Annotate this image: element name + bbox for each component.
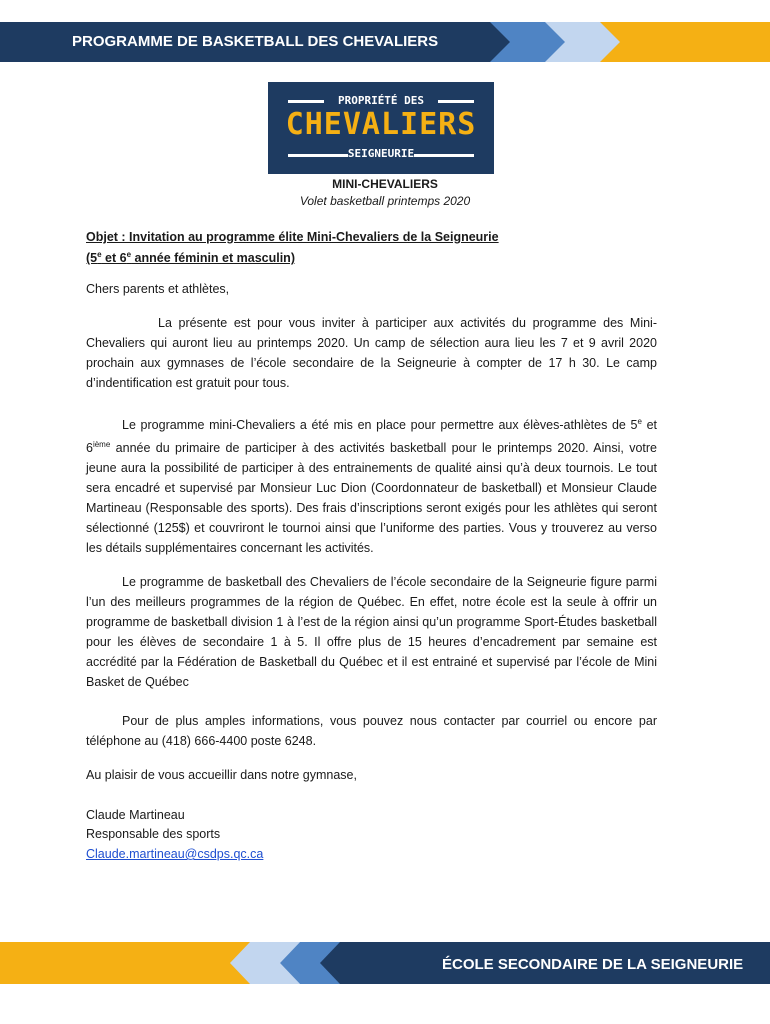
logo-main-text: CHEVALIERS <box>285 107 477 142</box>
chevaliers-logo <box>268 82 494 174</box>
header-title: PROGRAMME DE BASKETBALL DES CHEVALIERS <box>72 33 439 50</box>
footer-banner <box>0 940 770 990</box>
footer-title: ÉCOLE SECONDAIRE DE LA SEIGNEURIE <box>442 956 744 973</box>
paragraph-3: Le programme de basketball des Chevaliers de l’école secondaire de la Seigneurie figure parmi l’un des meilleurs programmes de la région de Québec. En effet, notre école est la seule à offrir un programme de basketball division 1 à l’est de la région ainsi qu’un programme Sport-Études basketball pour les élèves de secondaire 1 à 5. Il offre plus de 15 heures d’encadrement par semaine est accrédité par la Fédération de Basketball du Québec et il est entrainé et supervisé par l’école de Mini Basket de Québec <box>86 575 657 689</box>
signature-email <box>86 844 657 864</box>
paragraph-2: Le programme mini-Chevaliers a été mis en place pour permettre aux élèves-athlètes de 5e et 6ième année du primaire de participer à des activités basketball pour le printemps 2020. Ainsi, votre jeune aura la possibilité de participer à des entrainements de qualité ainsi qu’à deux tournois. Le tout sera encadré et supervisé par Monsieur Luc Dion (Coordonnateur de basketball) et Monsieur Claude Martineau (Responsable des sports). Des frais d’inscriptions seront exigés pour les athlètes qui seront sélectionné (125$) et couvriront le tournoi ainsi que l’uniforme des parties. Vous y trouverez au verso les détails supplémentaires concernant les activités. <box>86 417 657 556</box>
paragraph-1: La présente est pour vous inviter à participer aux activités du programme des Mini-Chevaliers qui auront lieu au printemps 2020. Un camp de sélection aura lieu les 7 et 9 avril 2020 prochain aux gymnases de l’école secondaire de la Seigneurie à compter de 17 h 30. Le camp d’indentification est gratuit pour tous. <box>86 316 657 390</box>
salutation: Chers parents et athlètes, <box>86 282 230 296</box>
footer-gold-stripe <box>0 942 270 984</box>
header-banner <box>0 0 770 64</box>
paragraph-4: Pour de plus amples informations, vous pouvez nous contacter par courriel ou encore par téléphone au (418) 666-4400 poste 6248. <box>86 714 657 748</box>
logo-bottom-text: SEIGNEURIE <box>347 147 415 160</box>
email-link[interactable]: Claude.martineau@csdps.qc.ca <box>86 847 264 861</box>
logo-top-text: PROPRIÉTÉ DES <box>337 94 425 107</box>
signature-name: Claude Martineau <box>86 808 185 822</box>
program-subtitle: Volet basketball printemps 2020 <box>299 194 471 208</box>
program-name: MINI-CHEVALIERS <box>332 177 438 191</box>
signature-title: Responsable des sports <box>86 827 221 841</box>
closing-line: Au plaisir de vous accueillir dans notre gymnase, <box>86 768 357 782</box>
subject-line-2: (5e et 6e année féminin et masculin) <box>86 250 295 266</box>
subject-line-1: Objet : Invitation au programme élite Mini-Chevaliers de la Seigneurie <box>86 230 499 244</box>
